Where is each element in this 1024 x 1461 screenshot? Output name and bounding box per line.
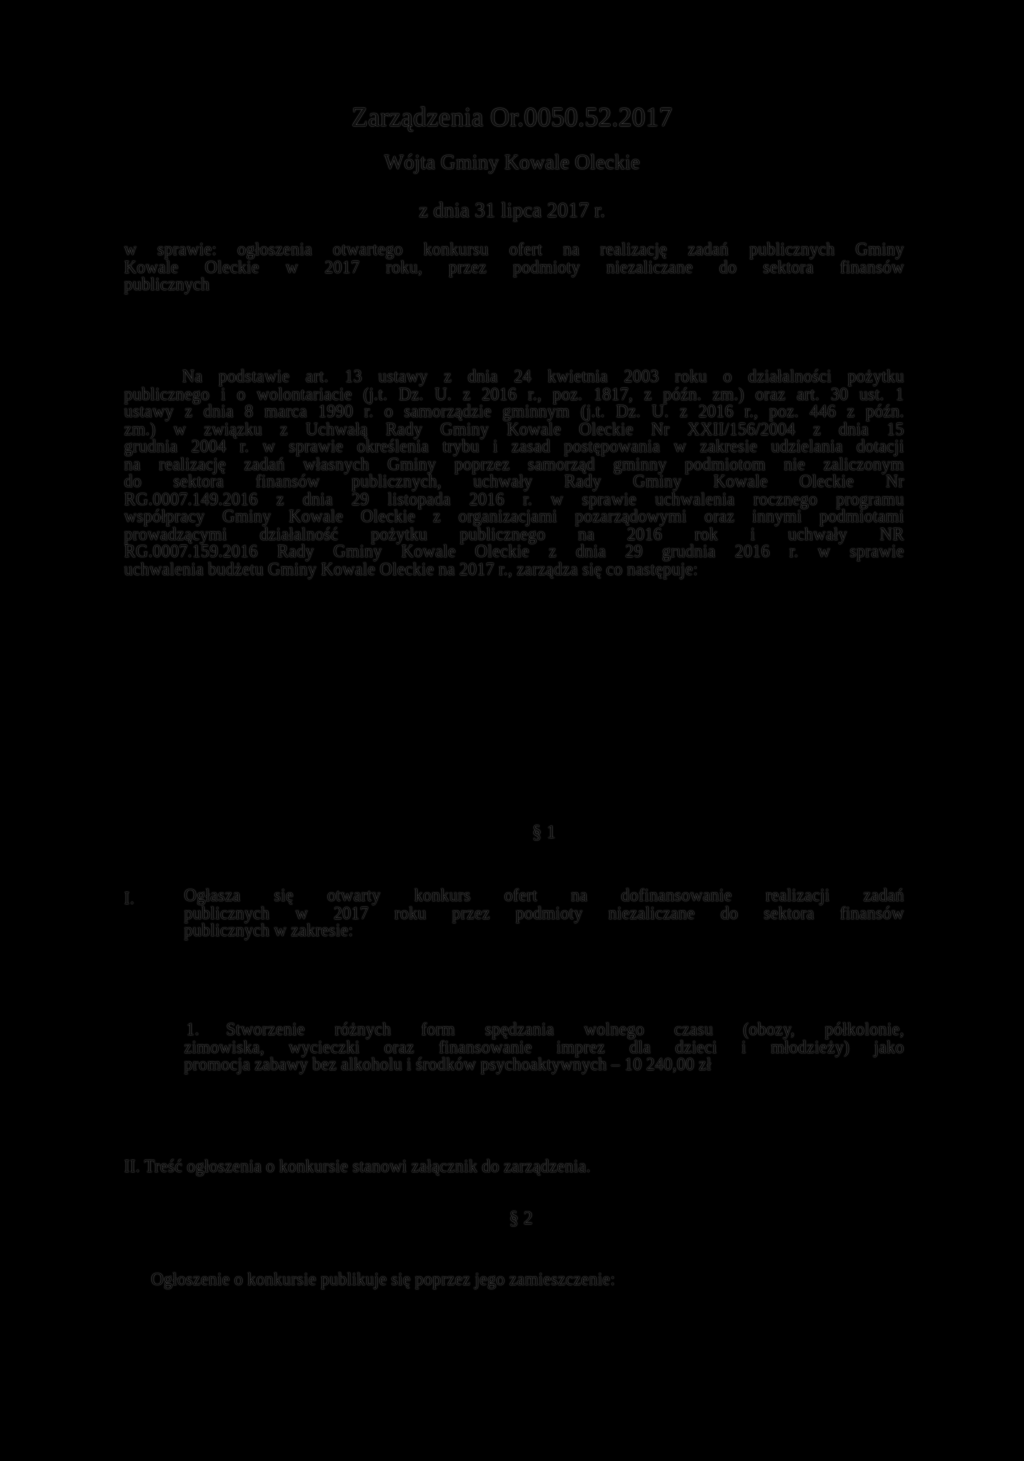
document-date: z dnia 31 lipca 2017 r.: [418, 198, 606, 222]
item-1-line: publicznych w 2017 roku przez podmioty niezaliczane do sektora finansów: [184, 902, 904, 923]
legal-basis-line: na realizację zadań własnych Gminy poprzez samorząd gminny podmiotom nie zaliczonym: [124, 453, 904, 474]
legal-basis-line: uchwalenia budżetu Gminy Kowale Oleckie na 2017 r., zarządza się co następuje:: [124, 558, 698, 579]
legal-basis-line: współpracy Gminy Kowale Oleckie z organizacjami pozarządowymi oraz innymi podmiotami: [124, 506, 904, 526]
subitem-1-line: zimowiska, wycieczki oraz finansowanie imprez dla dzieci i młodzieży) jako: [184, 1036, 904, 1057]
subitem-1-number: 1.: [186, 1019, 200, 1039]
section-2-paragraph: Ogłoszenie o konkursie publikuje się poprzez jego zamieszczenie:: [151, 1269, 616, 1289]
section-1-heading: [0, 820, 1024, 846]
legal-basis-line: ustawy z dnia 8 marca 1990 r. o samorządzie gminnym (j.t. Dz. U. z 2016 r., poz. 446 z późn.: [124, 401, 904, 421]
item-1-line: Ogłasza się otwarty konkurs ofert na dofinansowanie realizacji zadań: [184, 885, 904, 905]
subitem-1-line: promocja zabawy bez alkoholu i środków psychoaktywnych – 10 240,00 zł: [184, 1054, 712, 1074]
subject-line: Kowale Oleckie w 2017 roku, przez podmioty niezaliczane do sektora finansów: [124, 256, 904, 277]
subject-line: w sprawie: ogłoszenia otwartego konkursu ofert na realizację zadań publicznych Gminy: [124, 239, 904, 259]
subject-paragraph: [124, 230, 904, 304]
section-2-heading-text: § 2: [509, 1208, 533, 1229]
subitem-1-line: [184, 1010, 904, 1039]
item-1-text: [184, 876, 904, 949]
legal-basis-line: zm.) w związku z Uchwałą Rady Gminy Kowale Oleckie Nr XXII/156/2004 z dnia 15: [124, 418, 904, 439]
subject-line: publicznych: [124, 274, 210, 294]
legal-basis-line: RG.0007.159.2016 Rady Gminy Kowale Oleckie z dnia 29 grudnia 2016 r. w sprawie: [124, 541, 904, 561]
legal-basis-line: grudnia 2004 r. w sprawie określenia trybu i zasad postępowania w zakresie udzielania dotacji: [124, 436, 904, 456]
legal-basis-line: prowadzącymi działalność pożytku publicznego na 2016 rok i uchwały NR: [124, 523, 904, 544]
document-title: Zarządzenia Or.0050.52.2017: [351, 102, 673, 132]
item-1-number: I.: [124, 888, 135, 908]
subitem-1: [184, 1010, 904, 1084]
subitem-1-first-text: Stworzenie różnych form spędzania wolnego czasu (obozy, półkolonie,: [226, 1019, 904, 1039]
section-1-heading-text: § 1: [532, 822, 556, 843]
section-2-heading: [0, 1206, 1024, 1232]
legal-basis-paragraph: [124, 358, 904, 587]
legal-basis-line: Na podstawie art. 13 ustawy z dnia 24 kwietnia 2003 roku o działalności pożytku: [182, 366, 904, 386]
document-issuer: Wójta Gminy Kowale Oleckie: [384, 150, 640, 174]
legal-basis-line: RG.0007.149.2016 z dnia 29 listopada 2016 r. w sprawie uchwalenia rocznego programu: [124, 488, 904, 509]
legal-basis-line: publicznego i o wolontariacie (j.t. Dz. U. z 2016 r., poz. 1817, z późn. zm.) oraz art. 30 ust. 1: [124, 383, 904, 404]
item-2-text: II. Treść ogłoszenia o konkursie stanowi załącznik do zarządzenia.: [124, 1156, 591, 1176]
item-1-line: publicznych w zakresie:: [184, 920, 354, 940]
legal-basis-line: do sektora finansów publicznych, uchwały Rady Gminy Kowale Oleckie Nr: [124, 471, 904, 491]
